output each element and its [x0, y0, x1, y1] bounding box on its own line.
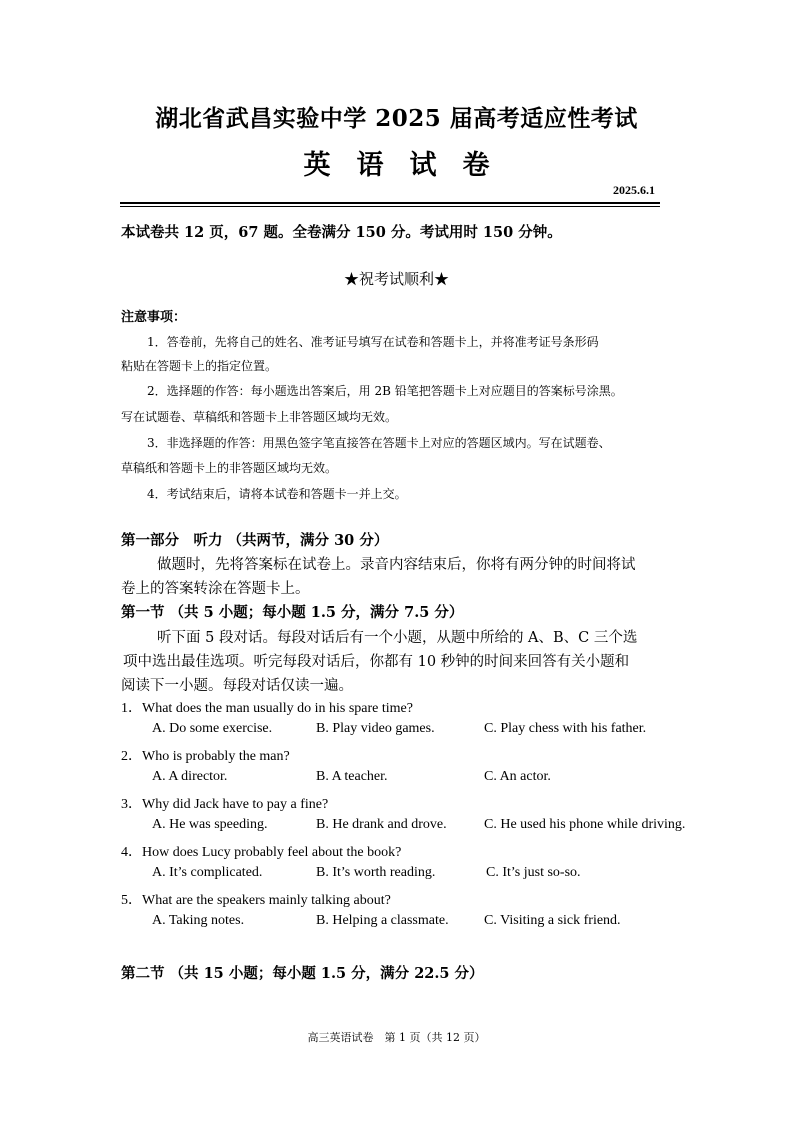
header-rule-thin: [120, 206, 660, 207]
option-c: C. It’s just so-so.: [486, 865, 581, 880]
notice-line: 2．选择题的作答：每小题选出答案后，用 2B 铅笔把答题卡上对应题目的答案标号涂黑。: [147, 384, 623, 398]
question-stem: 1．What does the man usually do in his spare time?: [121, 701, 413, 716]
option-a: A. He was speeding.: [152, 817, 268, 832]
question-stem: 5．What are the speakers mainly talking about?: [121, 893, 391, 908]
section2-heading: 第二节 （共 15 小题；每小题 1.5 分，满分 22.5 分）: [121, 965, 484, 982]
section1-intro-line: 阅读下一小题。每段对话仅读一遍。: [121, 678, 353, 694]
question-stem: 3．Why did Jack have to pay a fine?: [121, 797, 329, 812]
section1-intro-line: 项中选出最佳选项。听完每段对话后，你都有 10 秒钟的时间来回答有关小题和: [123, 654, 630, 670]
notices-heading: 注意事项：: [121, 310, 187, 325]
question-stem: 2．Who is probably the man?: [121, 749, 290, 764]
notice-line: 4．考试结束后，请将本试卷和答题卡一并上交。: [147, 487, 407, 501]
exam-title: 湖北省武昌实验中学 2025 届高考适应性考试: [155, 105, 638, 132]
part1-intro-line: 做题时，先将答案标在试卷上。录音内容结束后，你将有两分钟的时间将试: [157, 557, 636, 573]
option-b: B. Helping a classmate.: [316, 913, 449, 928]
exam-date: 2025.6.1: [613, 183, 655, 197]
option-c: C. He used his phone while driving.: [484, 817, 686, 832]
notice-line: 1．答卷前，先将自己的姓名、准考证号填写在试卷和答题卡上，并将准考证号条形码: [147, 335, 599, 349]
option-a: A. Taking notes.: [152, 913, 245, 928]
notice-line: 粘贴在答题卡上的指定位置。: [121, 359, 278, 373]
option-b: B. Play video games.: [316, 721, 435, 736]
option-b: B. It’s worth reading.: [316, 865, 436, 880]
exam-summary: 本试卷共 12 页，67 题。全卷满分 150 分。考试用时 150 分钟。: [121, 224, 562, 241]
option-c: C. An actor.: [484, 769, 551, 784]
good-luck-line: ★祝考试顺利★: [343, 270, 449, 288]
notice-line: 3．非选择题的作答：用黑色签字笔直接答在答题卡上对应的答题区域内。写在试题卷、: [147, 436, 611, 450]
option-b: B. He drank and drove.: [316, 817, 447, 832]
part1-heading: 第一部分 听力 （共两节，满分 30 分）: [121, 532, 389, 549]
subject-title: 英语试卷: [303, 150, 516, 181]
page-footer: 高三英语试卷 第 1 页（共 12 页）: [307, 1031, 486, 1044]
question-stem: 4．How does Lucy probably feel about the book?: [121, 845, 402, 860]
section1-intro-line: 听下面 5 段对话。每段对话后有一个小题，从题中所给的 A、B、C 三个选: [157, 630, 638, 646]
option-b: B. A teacher.: [316, 769, 388, 784]
part1-intro-line: 卷上的答案转涂在答题卡上。: [121, 581, 310, 597]
option-a: A. A director.: [152, 769, 228, 784]
header-rule-thick: [120, 202, 660, 204]
option-a: A. Do some exercise.: [152, 721, 273, 736]
option-c: C. Visiting a sick friend.: [484, 913, 621, 928]
notice-line: 草稿纸和答题卡上的非答题区域均无效。: [121, 461, 338, 475]
notice-line: 写在试题卷、草稿纸和答题卡上非答题区域均无效。: [121, 410, 398, 424]
section1-heading: 第一节 （共 5 小题；每小题 1.5 分，满分 7.5 分）: [121, 604, 464, 621]
option-c: C. Play chess with his father.: [484, 721, 647, 736]
option-a: A. It’s complicated.: [152, 865, 263, 880]
